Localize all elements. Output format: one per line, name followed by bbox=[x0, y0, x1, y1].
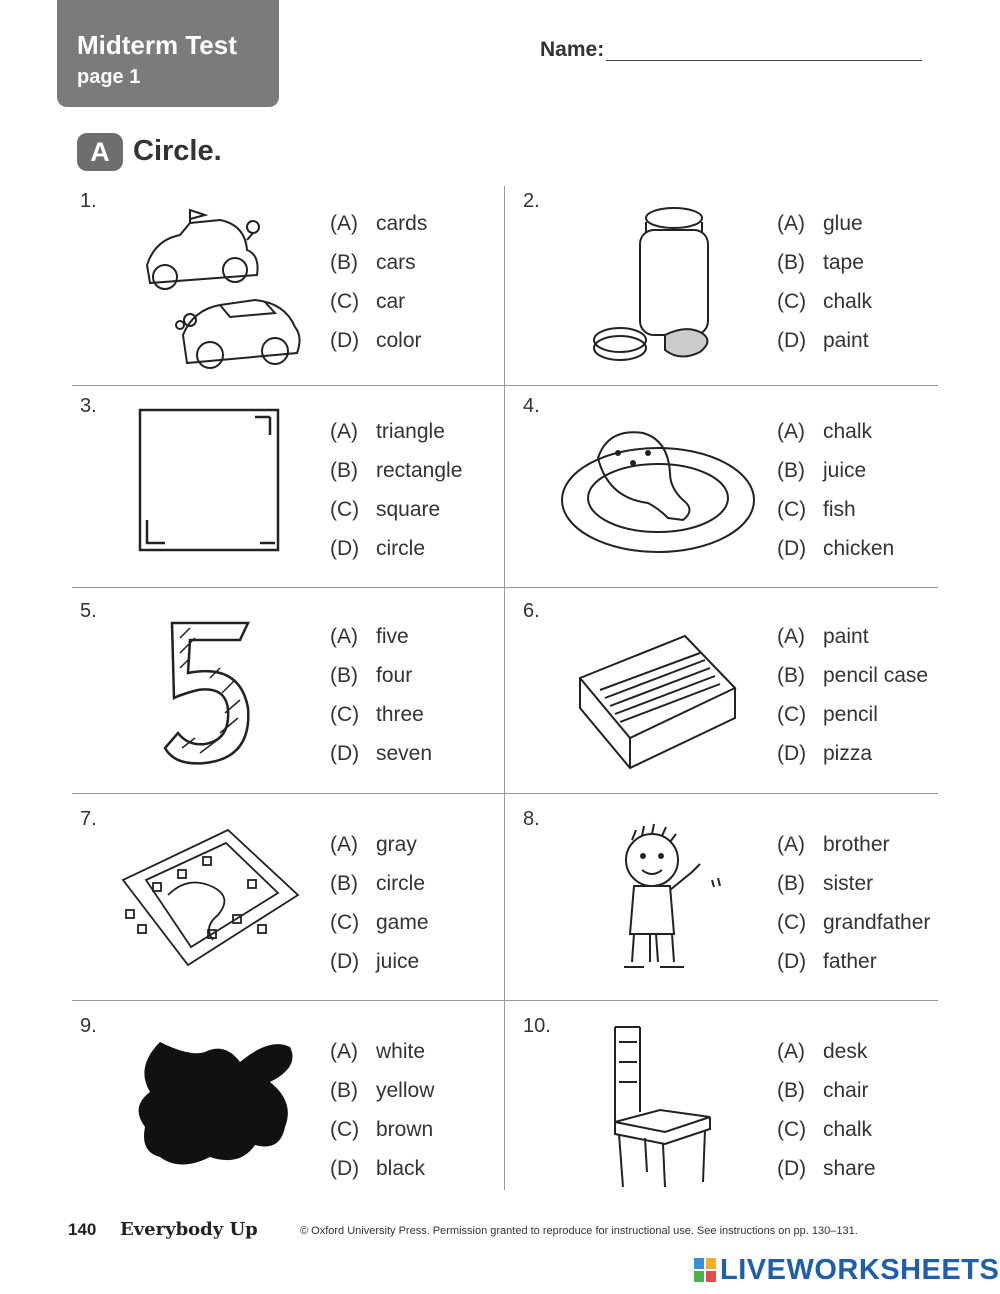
option-word: game bbox=[376, 911, 429, 934]
answer-option[interactable] bbox=[777, 703, 878, 727]
option-word: black bbox=[376, 1157, 426, 1180]
section-badge: A bbox=[77, 133, 123, 171]
answer-option[interactable] bbox=[330, 664, 412, 688]
section-instruction: Circle. bbox=[133, 135, 222, 167]
option-word: sister bbox=[823, 872, 874, 895]
option-letter: (D) bbox=[330, 742, 360, 765]
option-word: fish bbox=[823, 498, 856, 521]
answer-option[interactable] bbox=[330, 742, 432, 766]
option-word: chalk bbox=[823, 290, 873, 313]
option-letter: (C) bbox=[330, 1118, 360, 1141]
answer-option[interactable] bbox=[330, 872, 425, 896]
option-letter: (D) bbox=[777, 950, 807, 973]
option-letter: (C) bbox=[777, 290, 807, 313]
brand-name: Everybody Up bbox=[120, 1219, 258, 1240]
option-word: pencil bbox=[823, 703, 878, 726]
option-word: four bbox=[376, 664, 413, 687]
option-word: rectangle bbox=[376, 459, 463, 482]
option-word: yellow bbox=[376, 1079, 435, 1102]
option-word: color bbox=[376, 329, 422, 352]
glue-jar-icon bbox=[590, 200, 725, 370]
liveworksheets-logo-icon bbox=[694, 1258, 716, 1282]
option-word: three bbox=[376, 703, 424, 726]
option-letter: (D) bbox=[330, 1157, 360, 1180]
question-number: 4. bbox=[523, 395, 540, 417]
name-label: Name: bbox=[540, 38, 605, 61]
number-five-icon bbox=[160, 618, 260, 768]
answer-option[interactable] bbox=[777, 290, 872, 314]
option-word: brother bbox=[823, 833, 890, 856]
option-word: cards bbox=[376, 212, 428, 235]
answer-option[interactable] bbox=[777, 742, 872, 766]
option-letter: (B) bbox=[777, 1079, 805, 1102]
option-letter: (D) bbox=[777, 1157, 807, 1180]
option-word: chalk bbox=[823, 420, 873, 443]
option-word: triangle bbox=[376, 420, 445, 443]
option-letter: (A) bbox=[777, 833, 805, 856]
option-letter: (B) bbox=[777, 459, 805, 482]
answer-option[interactable] bbox=[330, 251, 416, 275]
boy-waving-icon bbox=[612, 822, 722, 982]
answer-option[interactable] bbox=[330, 329, 422, 353]
option-word: seven bbox=[376, 742, 433, 765]
option-letter: (B) bbox=[777, 251, 805, 274]
square-icon bbox=[135, 405, 285, 555]
answer-option[interactable] bbox=[777, 537, 894, 561]
option-letter: (A) bbox=[330, 1040, 358, 1063]
answer-option[interactable] bbox=[330, 911, 429, 935]
option-letter: (B) bbox=[330, 459, 358, 482]
toy-cars-icon bbox=[135, 205, 310, 375]
option-letter: (C) bbox=[330, 290, 360, 313]
answer-option[interactable] bbox=[330, 950, 419, 974]
option-letter: (C) bbox=[777, 911, 807, 934]
answer-option[interactable] bbox=[777, 498, 856, 522]
answer-option[interactable] bbox=[777, 625, 869, 649]
option-word: desk bbox=[823, 1040, 868, 1063]
option-letter: (D) bbox=[777, 742, 807, 765]
option-letter: (B) bbox=[330, 1079, 358, 1102]
option-letter: (A) bbox=[330, 420, 358, 443]
answer-option[interactable] bbox=[330, 498, 440, 522]
option-letter: (D) bbox=[330, 329, 360, 352]
answer-option[interactable] bbox=[777, 212, 863, 236]
option-word: square bbox=[376, 498, 441, 521]
option-word: paint bbox=[823, 625, 869, 648]
option-letter: (A) bbox=[777, 625, 805, 648]
answer-option[interactable] bbox=[330, 703, 424, 727]
answer-option[interactable] bbox=[330, 1040, 425, 1064]
question-number: 2. bbox=[523, 190, 540, 212]
option-letter: (C) bbox=[777, 703, 807, 726]
name-field[interactable] bbox=[606, 60, 922, 61]
answer-option[interactable] bbox=[330, 420, 445, 444]
header-tab bbox=[57, 0, 279, 107]
question-number: 3. bbox=[80, 395, 97, 417]
option-word: father bbox=[823, 950, 877, 973]
option-word: share bbox=[823, 1157, 876, 1180]
option-letter: (C) bbox=[330, 911, 360, 934]
answer-option[interactable] bbox=[777, 872, 873, 896]
question-number: 5. bbox=[80, 600, 97, 622]
question-number: 9. bbox=[80, 1015, 97, 1037]
option-letter: (A) bbox=[777, 212, 805, 235]
option-letter: (B) bbox=[330, 872, 358, 895]
option-letter: (C) bbox=[330, 498, 360, 521]
chair-icon bbox=[605, 1022, 725, 1192]
option-word: paint bbox=[823, 329, 869, 352]
page-number: 140 bbox=[68, 1220, 97, 1239]
grid-divider bbox=[72, 793, 938, 794]
option-word: grandfather bbox=[823, 911, 931, 934]
answer-option[interactable] bbox=[777, 664, 928, 688]
answer-option[interactable] bbox=[330, 537, 425, 561]
option-word: glue bbox=[823, 212, 863, 235]
answer-option[interactable] bbox=[330, 459, 462, 483]
answer-option[interactable] bbox=[777, 911, 930, 935]
chicken-plate-icon bbox=[558, 418, 758, 558]
option-letter: (B) bbox=[777, 664, 805, 687]
option-word: circle bbox=[376, 537, 426, 560]
answer-option[interactable] bbox=[330, 212, 427, 236]
grid-divider-vertical bbox=[504, 186, 505, 1190]
answer-option[interactable] bbox=[330, 833, 417, 857]
grid-divider bbox=[72, 1000, 938, 1001]
option-letter: (B) bbox=[777, 872, 805, 895]
answer-option[interactable] bbox=[330, 625, 409, 649]
question-number: 7. bbox=[80, 808, 97, 830]
question-number: 6. bbox=[523, 600, 540, 622]
option-word: brown bbox=[376, 1118, 434, 1141]
option-letter: (C) bbox=[777, 498, 807, 521]
answer-option[interactable] bbox=[777, 1118, 872, 1142]
option-letter: (D) bbox=[777, 537, 807, 560]
liveworksheets-watermark: LIVEWORKSHEETS bbox=[720, 1254, 1000, 1286]
grid-divider bbox=[72, 385, 938, 386]
grid-divider bbox=[72, 587, 938, 588]
option-letter: (C) bbox=[777, 1118, 807, 1141]
option-letter: (D) bbox=[777, 329, 807, 352]
answer-option[interactable] bbox=[777, 329, 869, 353]
answer-option[interactable] bbox=[330, 1079, 434, 1103]
option-letter: (A) bbox=[330, 212, 358, 235]
answer-option[interactable] bbox=[777, 251, 864, 275]
option-letter: (A) bbox=[777, 1040, 805, 1063]
option-letter: (A) bbox=[777, 420, 805, 443]
option-word: chair bbox=[823, 1079, 869, 1102]
option-word: circle bbox=[376, 872, 426, 895]
question-number: 8. bbox=[523, 808, 540, 830]
option-word: car bbox=[376, 290, 406, 313]
option-letter: (A) bbox=[330, 833, 358, 856]
answer-option[interactable] bbox=[777, 420, 872, 444]
answer-option[interactable] bbox=[330, 1118, 433, 1142]
answer-option[interactable] bbox=[777, 1040, 867, 1064]
option-letter: (C) bbox=[330, 703, 360, 726]
black-splat-icon bbox=[130, 1027, 300, 1177]
option-word: chalk bbox=[823, 1118, 873, 1141]
option-letter: (D) bbox=[330, 950, 360, 973]
answer-option[interactable] bbox=[777, 833, 890, 857]
page-subtitle: page 1 bbox=[77, 66, 141, 88]
answer-option[interactable] bbox=[330, 290, 405, 314]
option-word: pencil case bbox=[823, 664, 929, 687]
option-letter: (A) bbox=[330, 625, 358, 648]
pencil-case-icon bbox=[575, 628, 740, 773]
answer-option[interactable] bbox=[777, 1079, 869, 1103]
option-word: five bbox=[376, 625, 409, 648]
option-word: juice bbox=[823, 459, 867, 482]
answer-option[interactable] bbox=[777, 459, 866, 483]
question-number: 1. bbox=[80, 190, 97, 212]
page-title: Midterm Test bbox=[77, 30, 237, 60]
option-word: white bbox=[376, 1040, 426, 1063]
copyright-notice: © Oxford University Press. Permission granted to reproduce for instructional use. See instructions on pp. 130–131. bbox=[300, 1225, 858, 1237]
option-letter: (B) bbox=[330, 251, 358, 274]
option-word: juice bbox=[376, 950, 420, 973]
board-game-icon bbox=[118, 825, 303, 970]
answer-option[interactable] bbox=[777, 1157, 876, 1181]
option-word: pizza bbox=[823, 742, 873, 765]
option-word: gray bbox=[376, 833, 417, 856]
answer-option[interactable] bbox=[330, 1157, 425, 1181]
option-word: chicken bbox=[823, 537, 895, 560]
option-letter: (B) bbox=[330, 664, 358, 687]
option-letter: (D) bbox=[330, 537, 360, 560]
option-word: cars bbox=[376, 251, 416, 274]
question-number: 10. bbox=[523, 1015, 551, 1037]
option-word: tape bbox=[823, 251, 864, 274]
answer-option[interactable] bbox=[777, 950, 877, 974]
